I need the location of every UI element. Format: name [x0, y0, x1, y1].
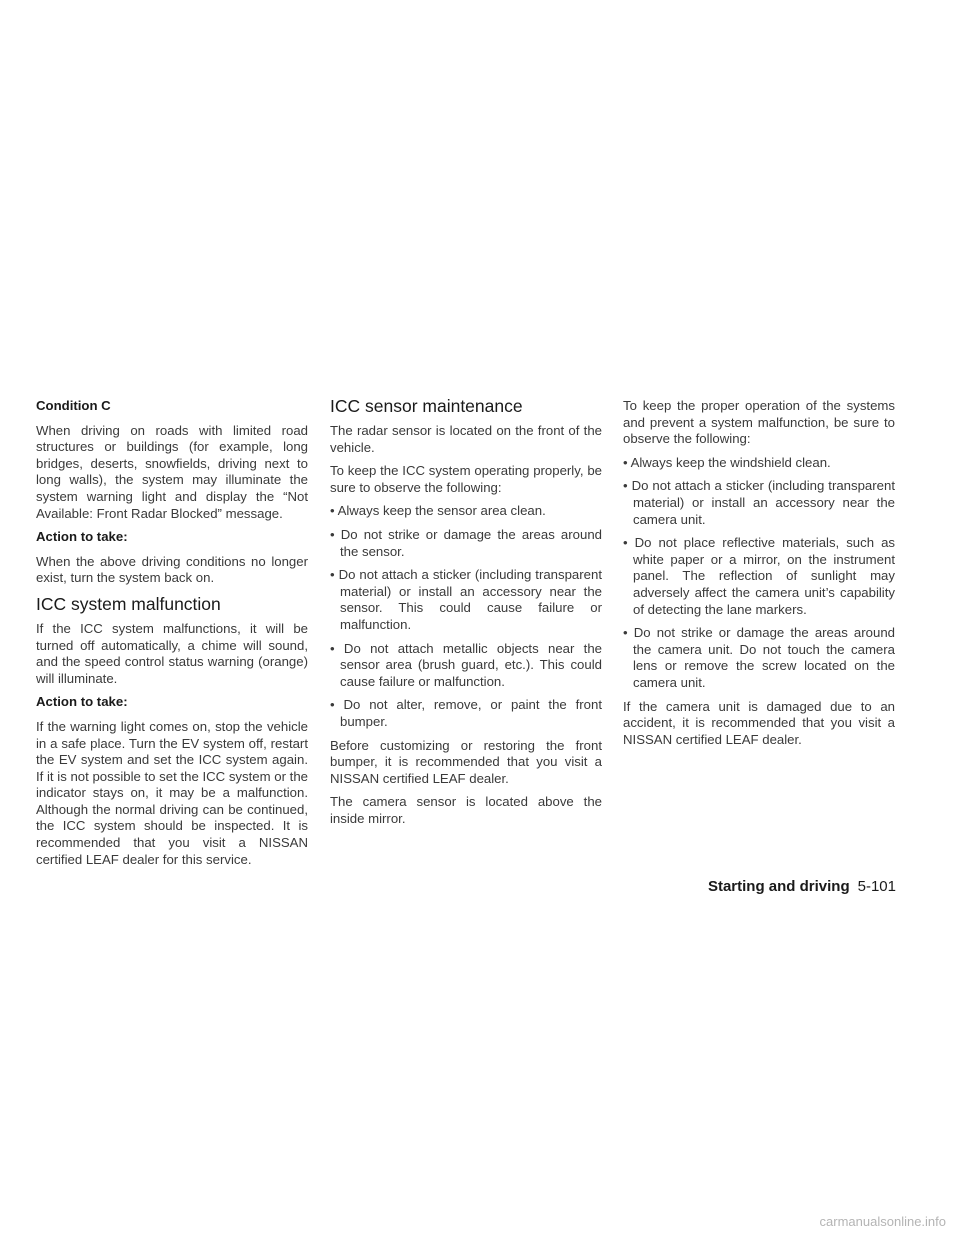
paragraph: To keep the ICC system operating properly, be sure to observe the following: [330, 463, 602, 495]
section-title: Starting and driving [707, 878, 850, 895]
action-text: When the above driving conditions no longer exist, turn the system back on. [36, 553, 308, 586]
middle-column [330, 396, 602, 834]
watermark: carmanualsonline.info [819, 1214, 946, 1229]
camera-unit-list [623, 455, 895, 692]
paragraph: If the camera unit is damaged due to an accident, it is recommended that you visit a NISSAN certified LEAF dealer. [623, 698, 895, 747]
action-heading: Action to take: [36, 529, 128, 545]
list-item: • Always keep the sensor area clean. [330, 503, 602, 520]
paragraph: The radar sensor is located on the front of the vehicle. [330, 423, 602, 455]
action-heading: Action to take: [36, 694, 128, 710]
action-text: If the warning light comes on, stop the vehicle in a safe place. Turn the EV system off, restart the EV system and set the ICC system again. If it is not possible to set the ICC system or the indicator stays on, it may be a malfunction. Although the normal driving can be continued, the ICC system should be inspected. It is recommended that you visit a NISSAN certified LEAF dealer for this service. [36, 718, 308, 867]
list-item: • Do not attach a sticker (including transparent material) or install an accessory near the sensor. This could cause failure or malfunction. [330, 567, 602, 633]
list-item: • Do not strike or damage the areas around the sensor. [330, 527, 602, 560]
icc-sensor-maintenance-heading: ICC sensor maintenance [330, 396, 523, 416]
list-item: • Do not alter, remove, or paint the front bumper. [330, 697, 602, 730]
list-item: • Do not strike or damage the areas around the camera unit. Do not touch the camera lens or remove the screw located on the camera unit. [623, 625, 895, 691]
page-number: 5-101 [857, 878, 896, 895]
icc-malfunction-heading: ICC system malfunction [36, 593, 221, 614]
list-item: • Do not place reflective materials, such as white paper or a mirror, on the instrument panel. The reflection of sunlight may adversely affect the camera unit’s capability of detecting the lane markers. [623, 535, 895, 618]
list-item: • Do not attach a sticker (including transparent material) or install an accessory near the camera unit. [623, 478, 895, 528]
paragraph: The camera sensor is located above the inside mirror. [330, 794, 602, 826]
paragraph: To keep the proper operation of the systems and prevent a system malfunction, be sure to observe the following: [623, 398, 895, 447]
icc-malfunction-text: If the ICC system malfunctions, it will be turned off automatically, a chime will sound, and the speed control status warning (orange) will illuminate. [36, 620, 308, 686]
condition-c-heading: Condition C [36, 398, 111, 413]
right-column [623, 398, 895, 755]
paragraph: Before customizing or restoring the front bumper, it is recommended that you visit a NISSAN certified LEAF dealer. [330, 737, 602, 786]
condition-c-text: When driving on roads with limited road structures or buildings (for example, long bridges, deserts, snowfields, driving next to long walls), the system may illuminate the system warning light and display the “Not Available: Front Radar Blocked” message. [36, 422, 308, 521]
radar-sensor-list [330, 503, 602, 730]
page-footer [700, 878, 896, 895]
left-column [36, 398, 308, 875]
list-item: • Do not attach metallic objects near the sensor area (brush guard, etc.). This could cause failure or malfunction. [330, 641, 602, 691]
list-item: • Always keep the windshield clean. [623, 455, 895, 472]
